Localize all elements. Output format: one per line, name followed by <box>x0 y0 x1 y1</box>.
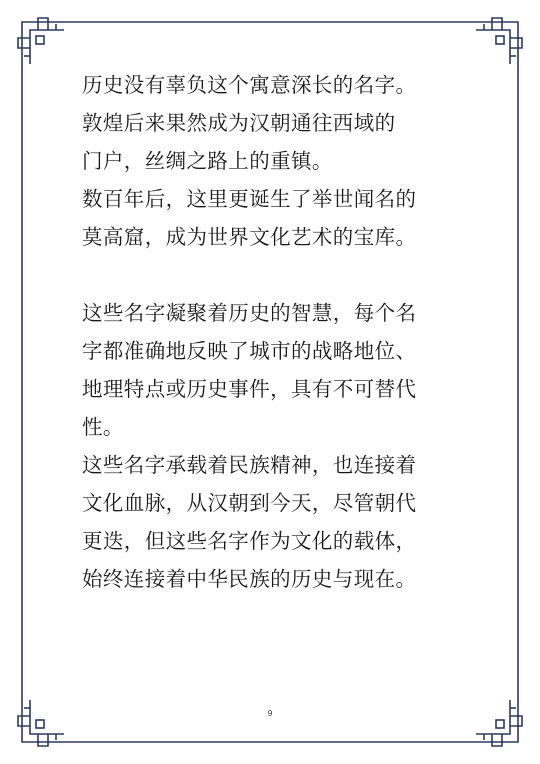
text-line: 始终连接着中华民族的历史与现在。 <box>82 567 417 591</box>
article-body <box>82 66 472 598</box>
text-line: 莫高窟，成为世界文化艺术的宝库。 <box>82 225 417 249</box>
text-line: 文化血脉，从汉朝到今天，尽管朝代 <box>82 491 417 515</box>
corner-ornament-top-right-icon <box>468 18 522 72</box>
text-line: 这些名字承载着民族精神，也连接着 <box>82 453 417 477</box>
corner-ornament-bottom-right-icon <box>468 692 522 746</box>
text-line: 地理特点或历史事件，具有不可替代 <box>82 377 417 401</box>
text-line: 更迭，但这些名字作为文化的载体， <box>82 529 417 553</box>
text-line: 数百年后，这里更诞生了举世闻名的 <box>82 187 417 211</box>
paragraph-spacer <box>82 256 472 294</box>
text-line: 这些名字凝聚着历史的智慧，每个名 <box>82 301 417 325</box>
text-line: 历史没有辜负这个寓意深长的名字。 <box>82 73 417 97</box>
text-line: 字都准确地反映了城市的战略地位、 <box>82 339 417 363</box>
text-line: 性。 <box>82 415 124 439</box>
corner-ornament-bottom-left-icon <box>18 692 72 746</box>
text-line: 门户，丝绸之路上的重镇。 <box>82 149 333 173</box>
corner-ornament-top-left-icon <box>18 18 72 72</box>
page-number: 9 <box>267 709 273 718</box>
text-line: 敦煌后来果然成为汉朝通往西域的 <box>82 111 396 135</box>
